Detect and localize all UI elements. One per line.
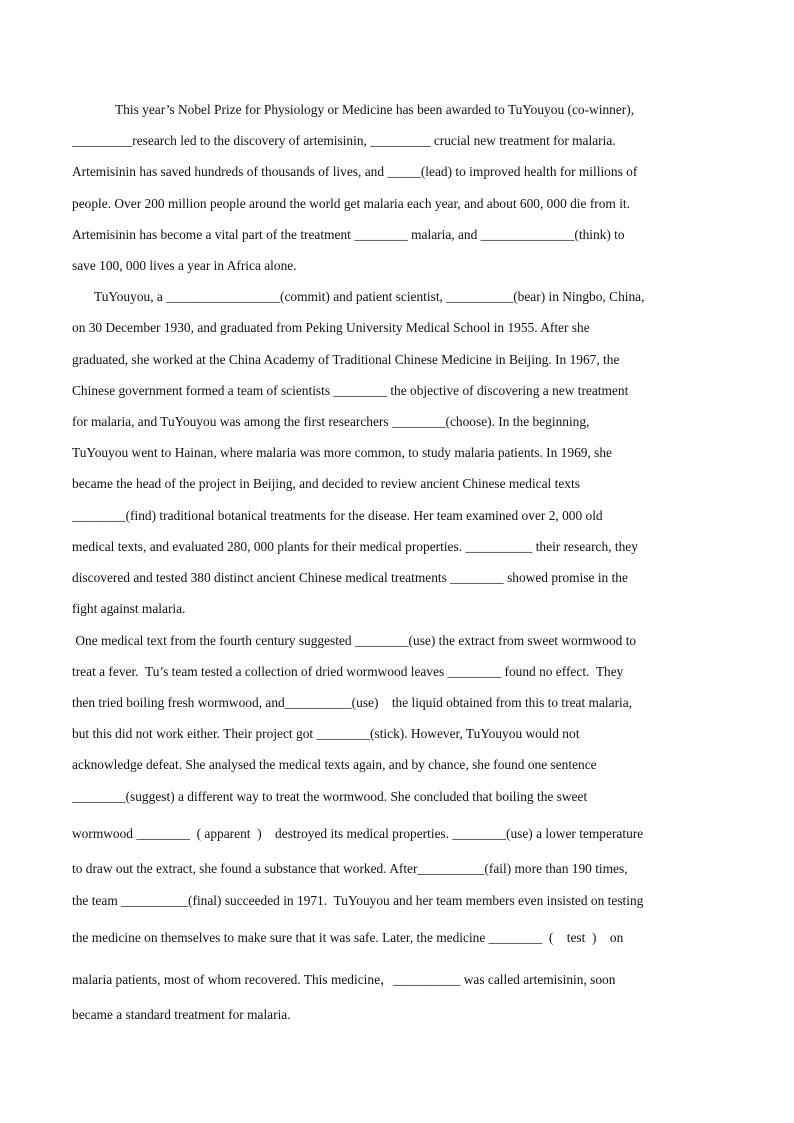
paragraph-1-line-2: _________research led to the discovery of artemisinin, _________ crucial new treatment for malaria.: [72, 133, 616, 148]
paragraph-3-line-10: the medicine on themselves to make sure that it was safe. Later, the medicine ________ ( test ) on: [72, 930, 624, 945]
paragraph-1-line-1: This year’s Nobel Prize for Physiology or Medicine has been awarded to TuYouyou (co-winner),: [115, 102, 635, 117]
paragraph-2-line-4: Chinese government formed a team of scientists ________ the objective of discovering a new treatment: [72, 383, 629, 398]
paragraph-2-line-8: ________(find) traditional botanical treatments for the disease. Her team examined over 2, 000 old: [72, 508, 603, 523]
paragraph-3-line-4: but this did not work either. Their project got ________(stick). However, TuYouyou would not: [72, 726, 580, 741]
paragraph-3-line-1: One medical text from the fourth century suggested ________(use) the extract from sweet wormwood to: [72, 633, 637, 648]
paragraph-2-line-2: on 30 December 1930, and graduated from Peking University Medical School in 1955. After she: [72, 320, 590, 335]
paragraph-3-line-5: acknowledge defeat. She analysed the medical texts again, and by chance, she found one sentence: [72, 757, 597, 772]
paragraph-2-line-7: became the head of the project in Beijing, and decided to review ancient Chinese medical texts: [72, 476, 580, 491]
paragraph-1-line-3: Artemisinin has saved hundreds of thousands of lives, and _____(lead) to improved health for millions of: [72, 164, 638, 179]
paragraph-3-line-2: treat a fever. Tu’s team tested a collection of dried wormwood leaves ________ found no effect. They: [72, 664, 624, 679]
paragraph-3-line-9: the team __________(final) succeeded in 1971. TuYouyou and her team members even insisted on testing: [72, 893, 644, 908]
paragraph-3-line-6: ________(suggest) a different way to treat the wormwood. She concluded that boiling the sweet: [72, 789, 588, 804]
paragraph-2-line-10: discovered and tested 380 distinct ancient Chinese medical treatments ________ showed promise in the: [72, 570, 628, 585]
paragraph-3-line-12: became a standard treatment for malaria.: [72, 1007, 291, 1022]
paragraph-2-line-3: graduated, she worked at the China Academy of Traditional Chinese Medicine in Beijing. In 1967, the: [72, 352, 620, 367]
paragraph-1-line-4: people. Over 200 million people around the world get malaria each year, and about 600, 000 die from it.: [72, 196, 630, 211]
paragraph-2-line-9: medical texts, and evaluated 280, 000 plants for their medical properties. __________ their research, they: [72, 539, 638, 554]
paragraph-2-line-5: for malaria, and TuYouyou was among the first researchers ________(choose). In the beginning,: [72, 414, 590, 429]
paragraph-3-line-3: then tried boiling fresh wormwood, and__________(use) the liquid obtained from this to treat malaria,: [72, 695, 633, 710]
paragraph-1-line-6: save 100, 000 lives a year in Africa alone.: [72, 258, 297, 273]
paragraph-2-line-11: fight against malaria.: [72, 601, 186, 616]
paragraph-3-line-8: to draw out the extract, she found a substance that worked. After__________(fail) more than 190 times,: [72, 861, 628, 876]
paragraph-3-line-11: malaria patients, most of whom recovered. This medicine，__________ was called artemisinin, soon: [72, 972, 616, 987]
paragraph-1-line-5: Artemisinin has become a vital part of the treatment ________ malaria, and ______________(think) to: [72, 227, 625, 242]
paragraph-2-line-6: TuYouyou went to Hainan, where malaria was more common, to study malaria patients. In 1969, she: [72, 445, 612, 460]
paragraph-3-line-7: wormwood ________ ( apparent ) destroyed its medical properties. ________(use) a lower temperature: [72, 826, 644, 841]
paragraph-2-line-1: TuYouyou, a _________________(commit) and patient scientist, __________(bear) in Ningbo, China,: [94, 289, 645, 304]
